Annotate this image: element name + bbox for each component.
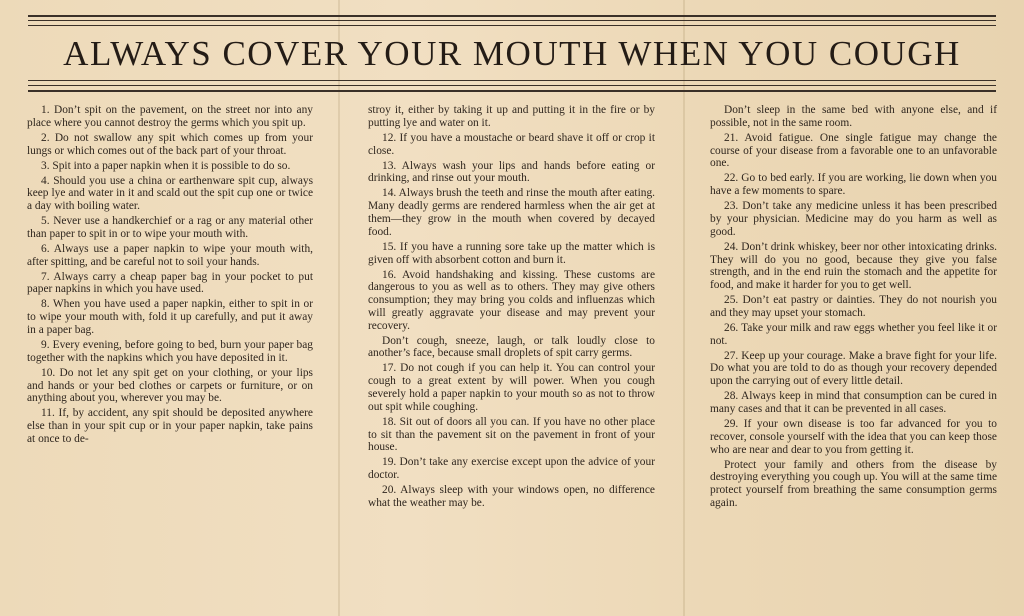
rule-paragraph: 3. Spit into a paper napkin when it is possible to do so.: [41, 159, 291, 172]
rule-paragraph: 8. When you have used a paper napkin, either to spit in or to wipe your mouth with, fold it up carefully, and put it away in a paper bag.: [27, 298, 313, 337]
rule-paragraph: Don’t cough, sneeze, laugh, or talk loudly close to another’s face, because small droplets of spit carry germs.: [368, 334, 655, 360]
poster-headline: ALWAYS COVER YOUR MOUTH WHEN YOU COUGH: [63, 34, 961, 73]
rule-paragraph: 13. Always wash your lips and hands before eating or drinking, and rinse out your mouth.: [368, 159, 655, 185]
rule-paragraph: 19. Don’t take any exercise except upon the advice of your doctor.: [368, 456, 655, 482]
rule-paragraph: 26. Take your milk and raw eggs whether you feel like it or not.: [710, 321, 997, 347]
text-column-1: [27, 104, 313, 448]
rule-paragraph: 17. Do not cough if you can help it. You can control your cough to a great extent by will power. When you cough severely hold a paper napkin to your mouth so as not to throw out spit while coughing.: [368, 362, 655, 413]
rule-paragraph: Don’t sleep in the same bed with anyone else, and if possible, not in the same room.: [710, 104, 997, 129]
text-column-2: [368, 104, 655, 512]
rule-paragraph: 28. Always keep in mind that consumption can be cured in many cases and that it can be prevented in all cases.: [710, 390, 997, 416]
rule-paragraph: 10. Do not let any spit get on your clothing, or your lips and hands or your bed clothes or carpets or furniture, or on anything about you, wherever you may be.: [27, 366, 313, 405]
bottom-rule: [28, 85, 996, 86]
rule-paragraph: 25. Don’t eat pastry or dainties. They do not nourish you and they may upset your stomach.: [710, 294, 997, 319]
rule-paragraph: 12. If you have a moustache or beard shave it off or crop it close.: [368, 131, 655, 157]
rule-paragraph: 29. If your own disease is too far advanced for you to recover, console yourself with the idea that you can keep those who are near and dear to you from getting it.: [710, 418, 997, 456]
top-rule: [28, 15, 996, 17]
rule-paragraph: 6. Always use a paper napkin to wipe your mouth with, after spitting, and be careful not to soil your hands.: [27, 242, 313, 268]
rule-paragraph: 18. Sit out of doors all you can. If you have no other place to sit than the pavement sit on the pavement in front of your house.: [368, 415, 655, 454]
rule-paragraph: 21. Avoid fatigue. One single fatigue may change the course of your disease from a favorable one to an unfavorable one.: [710, 131, 997, 170]
rule-paragraph: 16. Avoid handshaking and kissing. These customs are dangerous to you as well as to others. They may give others consumption; they may bring you colds and influenzas which will greatly aggravate your disease and may prevent your recovery.: [368, 268, 655, 332]
rule-paragraph: 20. Always sleep with your windows open, no difference what the weather may be.: [368, 484, 655, 509]
rule-paragraph: 1. Don’t spit on the pavement, on the street nor into any place where you cannot destroy the germs which you spit up.: [27, 104, 313, 129]
rule-paragraph: 15. If you have a running sore take up the matter which is given off with absorbent cotton and burn it.: [368, 240, 655, 266]
rule-paragraph: 24. Don’t drink whiskey, beer nor other intoxicating drinks. They will do you no good, because they give you false strength, and in the end ruin the stomach and the appetite for food, and make it harder for you to get well.: [710, 240, 997, 292]
bottom-rule: [28, 90, 996, 92]
rule-paragraph: 2. Do not swallow any spit which comes up from your lungs or which comes out of the back part of your throat.: [27, 131, 313, 157]
text-column-3: [710, 104, 997, 512]
rule-paragraph: 7. Always carry a cheap paper bag in your pocket to put paper napkins in which you have used.: [27, 270, 313, 296]
fold-crease: [338, 0, 340, 616]
fold-crease: [683, 0, 685, 616]
rule-paragraph: stroy it, either by taking it up and putting it in the fire or by putting lye and water on it.: [368, 104, 655, 129]
rule-paragraph: 22. Go to bed early. If you are working, lie down when you have a few moments to spare.: [710, 172, 997, 198]
rule-paragraph: 11. If, by accident, any spit should be deposited anywhere else than in your spit cup or in your paper napkin, take pains at once to de-: [27, 407, 313, 445]
rule-paragraph: Protect your family and others from the disease by destroying everything you cough up. You will at the same time protect yourself from breathing the same consumption germs again.: [710, 458, 997, 509]
rule-paragraph: 9. Every evening, before going to bed, burn your paper bag together with the napkins which you have deposited in it.: [27, 339, 313, 364]
top-rule: [28, 20, 996, 21]
rule-paragraph: 4. Should you use a china or earthenware spit cup, always keep lye and water in it and scald out the spit cup one or twice a day with boiling water.: [27, 174, 313, 213]
rule-paragraph: 27. Keep up your courage. Make a brave fight for your life. Do what you are told to do as though your recovery depended upon the carrying out of every little detail.: [710, 349, 997, 388]
rule-paragraph: 5. Never use a handkerchief or a rag or any material other than paper to spit in or to wipe your mouth with.: [27, 215, 313, 240]
rule-paragraph: 14. Always brush the teeth and rinse the mouth after eating. Many deadly germs are rendered harmless when the air get at them—they grow in the mouth when covered by decayed food.: [368, 187, 655, 238]
bottom-rule: [28, 80, 996, 81]
top-rule: [28, 25, 996, 26]
rule-paragraph: 23. Don’t take any medicine unless it has been prescribed by your physician. Medicine may do you harm as well as good.: [710, 200, 997, 238]
